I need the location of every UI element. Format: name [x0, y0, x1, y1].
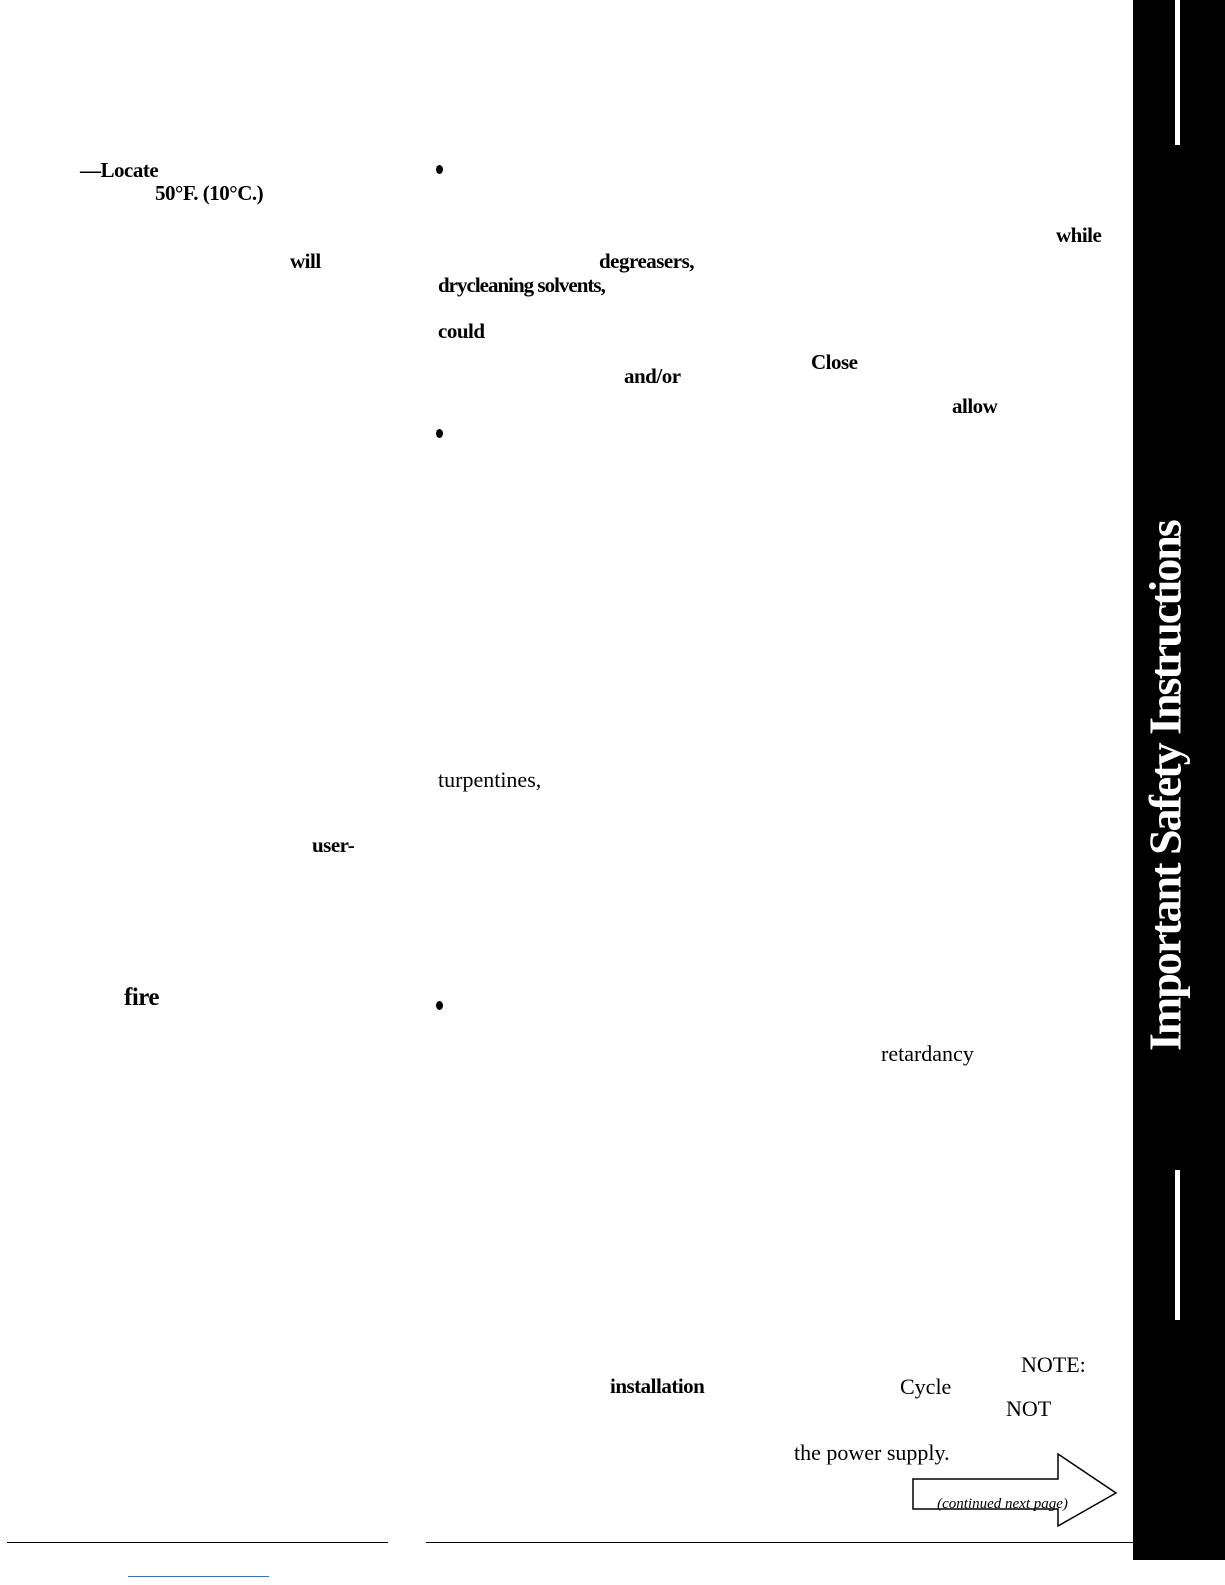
- continued-next-page-label: (continued next page): [937, 1496, 1068, 1512]
- cycle-text: Cycle: [900, 1374, 952, 1399]
- user-text: user-: [312, 833, 355, 857]
- close-text: Close: [811, 350, 858, 374]
- will-text: will: [290, 249, 321, 273]
- drycleaning-text: drycleaning solvents,: [438, 273, 605, 297]
- turpentines-text: turpentines,: [438, 767, 542, 792]
- locate-text: —Locate: [80, 158, 159, 182]
- bullet-icon: [436, 429, 443, 438]
- while-text: while: [1056, 223, 1102, 247]
- bottom-accent-line: [128, 1576, 269, 1577]
- retardancy-text: retardancy: [881, 1041, 974, 1066]
- fire-text: fire: [124, 984, 160, 1011]
- bullet-icon: [436, 165, 443, 174]
- not-text: NOT: [1006, 1396, 1052, 1421]
- could-text: could: [438, 319, 485, 343]
- continued-arrow-icon: [912, 1453, 1118, 1527]
- temperature-text: 50°F. (10°C.): [155, 181, 264, 205]
- installation-text: installation: [610, 1374, 705, 1398]
- sidebar-notch: [1175, 0, 1180, 145]
- power-supply-text: the power supply.: [794, 1440, 950, 1465]
- bullet-icon: [436, 1001, 443, 1010]
- and-or-text: and/or: [624, 364, 681, 388]
- sidebar-notch: [1175, 1170, 1180, 1320]
- degreasers-text: degreasers,: [599, 249, 694, 273]
- allow-text: allow: [952, 394, 998, 418]
- bottom-rule-left: [7, 1542, 388, 1543]
- sidebar-section-title: Important Safety Instructions: [1139, 521, 1191, 1051]
- note-text: NOTE:: [1021, 1352, 1086, 1377]
- bottom-rule-right: [426, 1542, 1133, 1543]
